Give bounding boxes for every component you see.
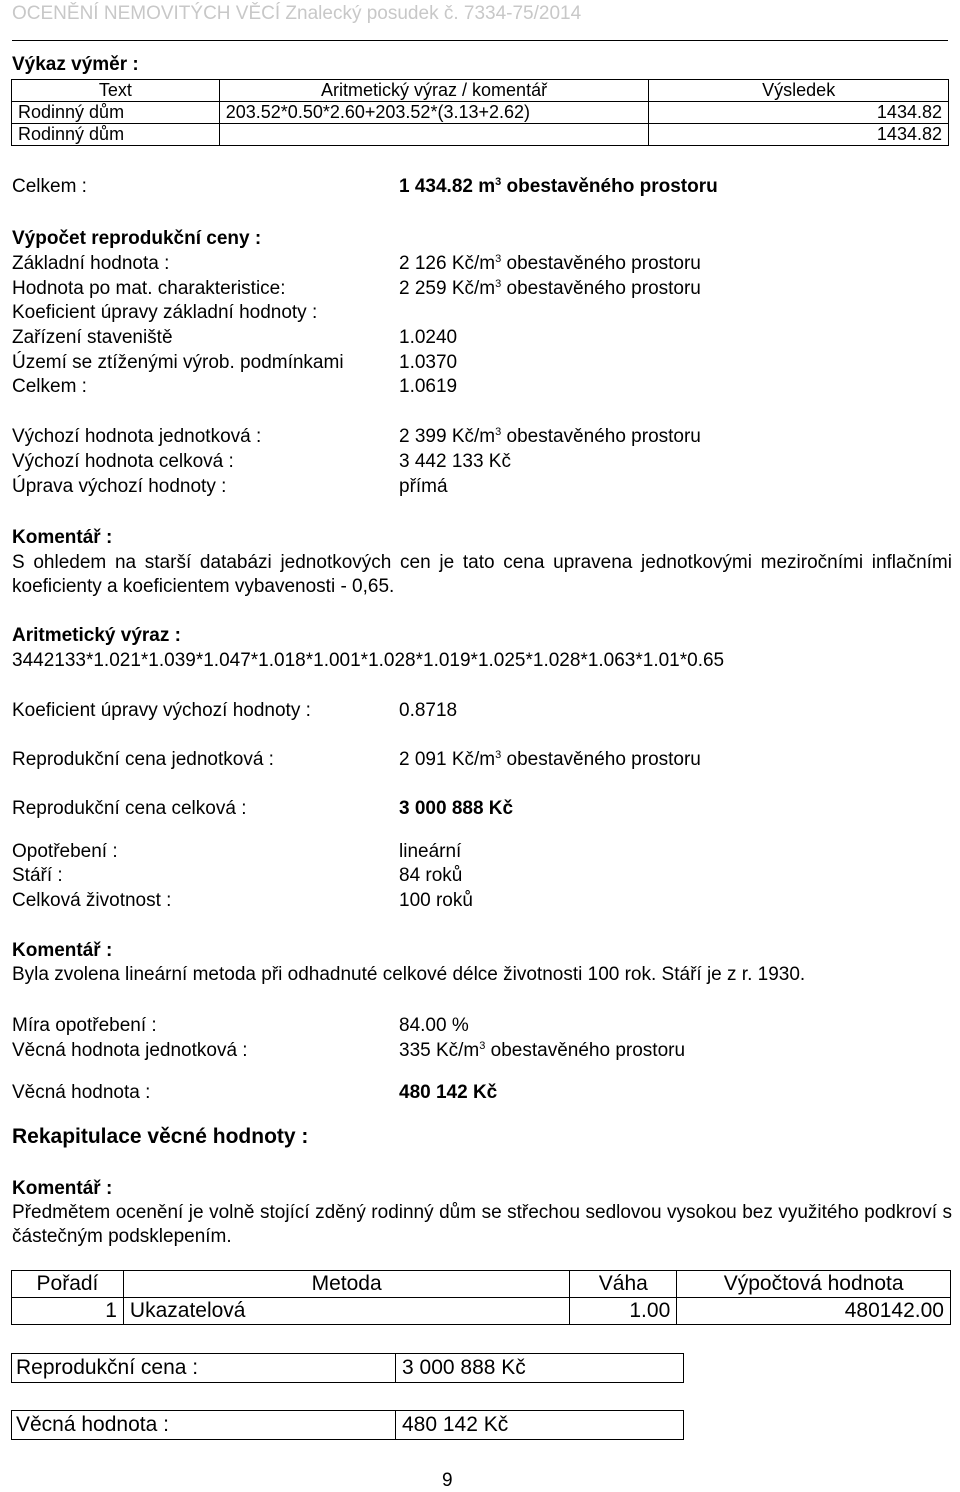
column-header: Metoda [123,1271,569,1298]
vecna-jednotkova-label: Věcná hodnota jednotková : [12,1040,248,1061]
table-header-row [12,1271,951,1298]
column-header: Výpočtová hodnota [677,1271,951,1298]
table-row [12,102,949,124]
aritmeticky-vyraz-title: Aritmetický výraz : [12,625,181,646]
document-header: OCENĚNÍ NEMOVITÝCH VĚCÍ Znalecký posudek č. 7334-75/2014 [12,3,582,24]
vykaz-total-label: Celkem : [12,176,87,197]
zakladni-hodnota-value: 2 126 $Kč/m^3$ obestavěného prostoru [399,253,701,274]
table-cell: 203.52*0.50*2.60+203.52*(3.13+2.62) [219,102,649,124]
vychozi-celkova-value: 3 442 133 Kč [399,451,511,472]
koeficient-value: 1.0240 [399,327,458,348]
koeficient-upravy-value: 0.8718 [399,700,458,721]
komentar-text: Byla zvolena lineární metoda při odhadnuté celkové délce životnosti 100 rok. Stáří je z r. 1930. [12,964,806,985]
koeficient-value: 1.0370 [399,352,458,373]
hodnota-po-mat-value: 2 259 $Kč/m^3$ obestavěného prostoru [399,278,701,299]
komentar-text: S ohledem na starší databázi jednotkových cen je tato cena upravena jednotkovými meziročními inflačními koeficienty a koeficientem vybavenosti - 0,65. [12,552,952,597]
column-header: Text [12,80,220,102]
reprodukcni-jednotkova-value: 2 091 $Kč/m^3$ obestavěného prostoru [399,749,701,770]
mira-opotrebeni-value: 84.00 % [399,1015,469,1036]
table-cell [219,124,649,146]
summary-value: 480 142 Kč [402,1413,509,1436]
opotrebeni-label: Opotřebení : [12,841,118,862]
column-header: Váha [570,1271,677,1298]
table-row [12,1298,951,1325]
zivotnost-label: Celková životnost : [12,890,172,911]
table-cell: Rodinný dům [12,102,220,124]
table-cell: 1 [12,1298,124,1325]
reprodukcni-celkova-label: Reprodukční cena celková : [12,798,247,819]
vychozi-celkova-label: Výchozí hodnota celková : [12,451,234,472]
zivotnost-value: 100 roků [399,890,473,911]
koeficient-label: Zařízení staveniště [12,327,173,348]
koeficient-upravy-label: Koeficient úpravy výchozí hodnoty : [12,700,311,721]
zakladni-hodnota-label: Základní hodnota : [12,253,170,274]
table-cell: 1434.82 [649,124,949,146]
page-number: 9 [442,1470,453,1491]
reprodukcni-celkova-value: 3 000 888 Kč [399,798,514,819]
vecna-hodnota-value: 480 142 Kč [399,1082,498,1103]
column-header: Pořadí [12,1271,124,1298]
summary-reprodukcni-cena [11,1353,684,1383]
opotrebeni-value: lineární [399,841,462,862]
vykaz-title: Výkaz výměr : [12,54,139,75]
koeficient-label: Území se ztíženými výrob. podmínkami [12,352,344,373]
table-cell: 1434.82 [649,102,949,124]
stari-value: 84 roků [399,865,463,886]
vykaz-total-value: 1 434.82 $m^3$ obestavěného prostoru [399,176,718,197]
koeficient-label: Celkem : [12,376,87,397]
rekapitulace-table [11,1270,951,1325]
vypocet-title: Výpočet reprodukční ceny : [12,228,262,249]
vecna-jednotkova-value: 335 $Kč/m^3$ obestavěného prostoru [399,1040,686,1061]
table-row [12,124,949,146]
table-cell: 1.00 [570,1298,677,1325]
koeficient-title: Koeficient úpravy základní hodnoty : [12,302,318,323]
vecna-hodnota-label: Věcná hodnota : [12,1082,151,1103]
table-cell: Rodinný dům [12,124,220,146]
column-header: Výsledek [649,80,949,102]
summary-vecna-hodnota [11,1410,684,1440]
aritmeticky-vyraz: 3442133*1.021*1.039*1.047*1.018*1.001*1.028*1.019*1.025*1.028*1.063*1.01*0.65 [12,650,725,671]
summary-label: Věcná hodnota : [12,1411,396,1439]
header-rule [12,40,948,41]
table-cell: 480142.00 [677,1298,951,1325]
uprava-value: přímá [399,476,448,497]
stari-label: Stáří : [12,865,63,886]
komentar-text: Předmětem ocenění je volně stojící zděný rodinný dům se střechou sedlovou vysokou bez využitého podkroví s částečným podsklepením. [12,1202,952,1247]
vychozi-jednotkova-value: 2 399 $Kč/m^3$ obestavěného prostoru [399,426,701,447]
vykaz-table [11,79,949,146]
vychozi-jednotkova-label: Výchozí hodnota jednotková : [12,426,262,447]
table-header-row [12,80,949,102]
uprava-label: Úprava výchozí hodnoty : [12,476,227,497]
column-header: Aritmetický výraz / komentář [219,80,649,102]
hodnota-po-mat-label: Hodnota po mat. charakteristice: [12,278,286,299]
komentar-title: Komentář : [12,940,113,961]
reprodukcni-jednotkova-label: Reprodukční cena jednotková : [12,749,274,770]
summary-label: Reprodukční cena : [12,1354,396,1382]
komentar-title: Komentář : [12,527,113,548]
koeficient-value: 1.0619 [399,376,458,397]
summary-value: 3 000 888 Kč [402,1356,526,1379]
rekapitulace-title: Rekapitulace věcné hodnoty : [12,1125,309,1148]
table-cell: Ukazatelová [123,1298,569,1325]
mira-opotrebeni-label: Míra opotřebení : [12,1015,157,1036]
komentar-title: Komentář : [12,1178,113,1199]
